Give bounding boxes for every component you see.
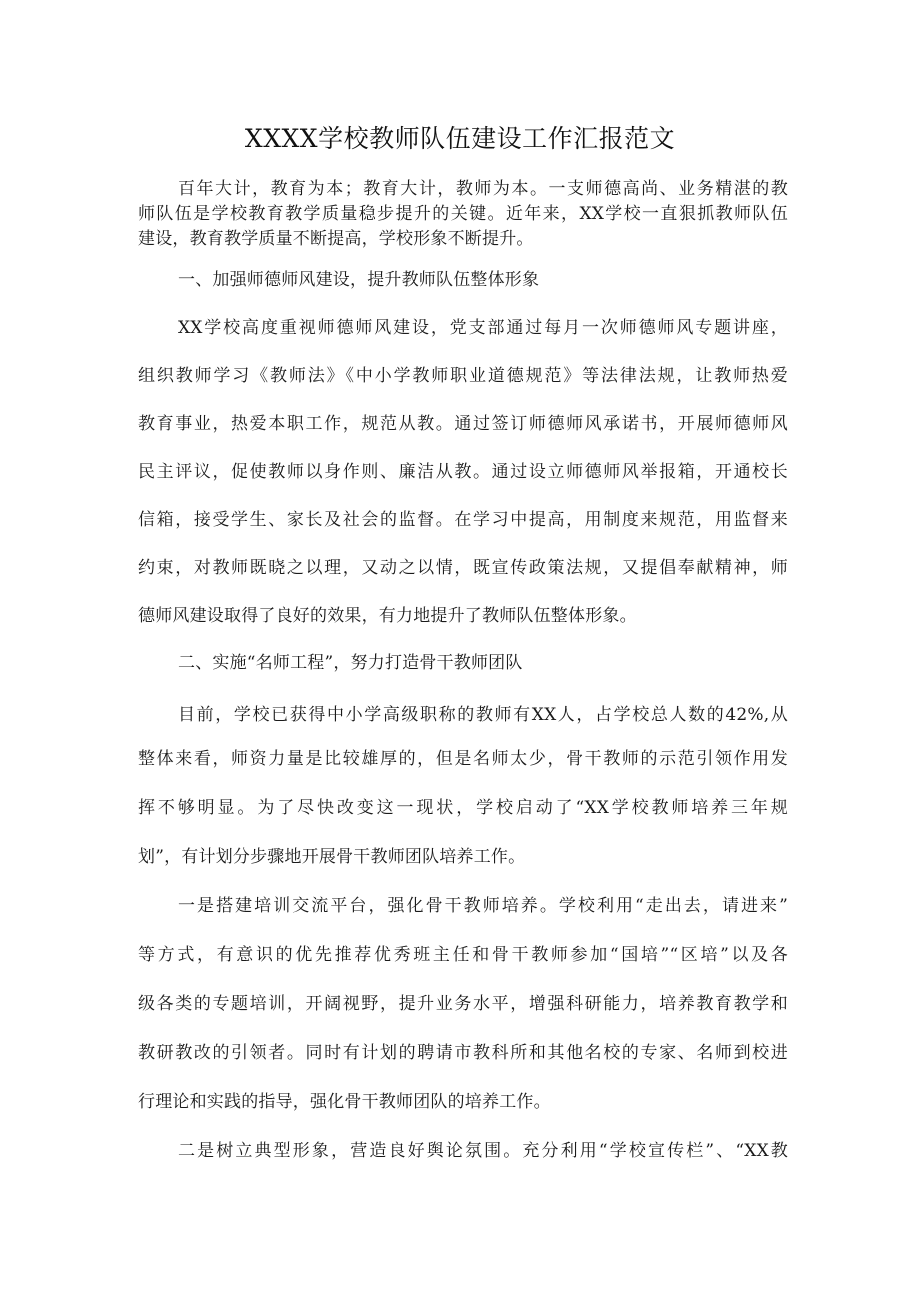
paragraph-line: 建设，教育教学质量不断提高，学校形象不断提升。 [138, 229, 534, 249]
paragraph-line: XX学校高度重视师德师风建设，党支部通过每月一次师德师风专题讲座， [178, 318, 788, 338]
paragraph-line: 教研教改的引领者。同时有计划的聘请市教科所和其他名校的专家、名师到校进 [138, 1043, 788, 1063]
section-heading: 一、加强师德师风建设，提升教师队伍整体形象 [178, 270, 540, 290]
paragraph-line: 民主评议，促使教师以身作则、廉洁从教。通过设立师德师风举报箱，开通校长 [138, 462, 788, 482]
paragraph-line: 级各类的专题培训，开阔视野，提升业务水平，增强科研能力，培养教育教学和 [138, 994, 788, 1014]
paragraph-line: 目前，学校已获得中小学高级职称的教师有XX人，占学校总人数的42%,从 [178, 705, 788, 725]
paragraph-line: 二是树立典型形象，营造良好舆论氛围。充分利用“学校宣传栏”、“XX教 [178, 1141, 788, 1161]
paragraph-line: 师队伍是学校教育教学质量稳步提升的关键。近年来，XX学校一直狠抓教师队伍 [138, 204, 788, 224]
paragraph-line: 组织教师学习《教师法》《中小学教师职业道德规范》等法律法规，让教师热爱 [138, 366, 788, 386]
paragraph-line: 划”，有计划分步骤地开展骨干教师团队培养工作。 [138, 847, 526, 867]
paragraph-line: 等方式，有意识的优先推荐优秀班主任和骨干教师参加“国培”“区培”以及各 [138, 945, 788, 965]
paragraph-line: 行理论和实践的指导，强化骨干教师团队的培养工作。 [138, 1092, 551, 1112]
paragraph-line: 整体来看，师资力量是比较雄厚的，但是名师太少，骨干教师的示范引领作用发 [138, 749, 788, 769]
paragraph-line: 挥不够明显。为了尽快改变这一现状，学校启动了“XX学校教师培养三年规 [138, 798, 788, 818]
paragraph-line: 教育事业，热爱本职工作，规范从教。通过签订师德师风承诺书，开展师德师风 [138, 414, 788, 434]
paragraph-line: 百年大计，教育为本；教育大计，教师为本。一支师德高尚、业务精湛的教 [178, 179, 788, 199]
paragraph-line: 一是搭建培训交流平台，强化骨干教师培养。学校利用“走出去，请进来” [178, 896, 788, 916]
paragraph-line: 信箱，接受学生、家长及社会的监督。在学习中提高，用制度来规范，用监督来 [138, 510, 788, 530]
paragraph-line: 德师风建设取得了良好的效果，有力地提升了教师队伍整体形象。 [138, 606, 637, 626]
paragraph-line: 约束，对教师既晓之以理，又动之以情，既宣传政策法规，又提倡奉献精神，师 [138, 558, 788, 578]
section-heading: 二、实施“名师工程”，努力打造骨干教师团队 [178, 653, 523, 673]
document-title: XXXX学校教师队伍建设工作汇报范文 [244, 124, 676, 153]
